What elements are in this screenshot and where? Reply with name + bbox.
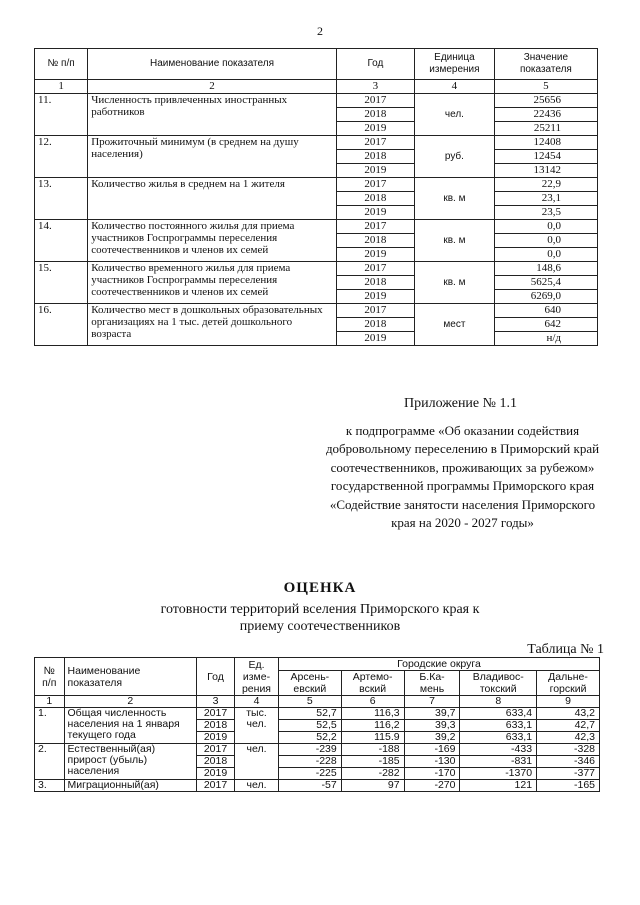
indicator-name: Миграционный(ая) bbox=[64, 780, 197, 792]
year-cell: 2019 bbox=[336, 332, 414, 346]
indicator-name: Естественный(ая) прирост (убыль) населения bbox=[64, 744, 197, 780]
indicator-name: Количество жилья в среднем на 1 жителя bbox=[88, 178, 337, 220]
value-cell: 43,2 bbox=[537, 708, 600, 720]
value-cell: -185 bbox=[341, 756, 404, 768]
readiness-table bbox=[34, 657, 600, 792]
year-cell: 2017 bbox=[197, 708, 235, 720]
value-cell: 42,3 bbox=[537, 732, 600, 744]
row-number: 3. bbox=[35, 780, 65, 792]
indicator-name: Количество постоянного жилья для приема участников Госпрограммы переселения соотечественников и членов их семей bbox=[88, 220, 337, 262]
district-header: Арсень-евский bbox=[278, 671, 341, 696]
column-number: 1 bbox=[35, 80, 88, 94]
year-cell: 2017 bbox=[336, 178, 414, 192]
unit-cell: тыс. чел. bbox=[235, 708, 279, 744]
page-subtitle bbox=[0, 601, 640, 635]
column-number: 5 bbox=[278, 696, 341, 708]
unit-cell: кв. м bbox=[415, 220, 495, 262]
value-cell: н/д bbox=[494, 332, 597, 346]
district-header: Артемо-вский bbox=[341, 671, 404, 696]
column-number: 3 bbox=[197, 696, 235, 708]
column-number: 3 bbox=[336, 80, 414, 94]
row-number: 16. bbox=[35, 304, 88, 346]
value-cell: 39,2 bbox=[404, 732, 460, 744]
table-header-row bbox=[35, 658, 600, 671]
column-number: 4 bbox=[415, 80, 495, 94]
indicator-name: Количество мест в дошкольных образовательных организациях на 1 тыс. детей дошкольного возраста bbox=[88, 304, 337, 346]
indicator-name: Общая численность населения на 1 января текущего года bbox=[64, 708, 197, 744]
year-cell: 2018 bbox=[336, 276, 414, 290]
unit-cell: чел. bbox=[415, 94, 495, 136]
value-cell: -282 bbox=[341, 768, 404, 780]
column-number: 9 bbox=[537, 696, 600, 708]
row-number: 2. bbox=[35, 744, 65, 780]
row-number: 13. bbox=[35, 178, 88, 220]
indicator-name: Численность привлеченных иностранных работников bbox=[88, 94, 337, 136]
year-cell: 2017 bbox=[336, 94, 414, 108]
value-cell: 115.9 bbox=[341, 732, 404, 744]
year-cell: 2018 bbox=[336, 192, 414, 206]
unit-cell: мест bbox=[415, 304, 495, 346]
column-number: 2 bbox=[64, 696, 197, 708]
year-cell: 2017 bbox=[336, 220, 414, 234]
district-header: Дальне-горский bbox=[537, 671, 600, 696]
column-number-row bbox=[35, 696, 600, 708]
annex-title: Приложение № 1.1 bbox=[404, 396, 517, 411]
year-cell: 2019 bbox=[197, 768, 235, 780]
table-header-row bbox=[35, 49, 598, 80]
table-row bbox=[35, 708, 600, 720]
value-cell: 0,0 bbox=[494, 234, 597, 248]
table-row bbox=[35, 136, 598, 150]
value-cell: -170 bbox=[404, 768, 460, 780]
subtitle-text: готовности территорий вселения Приморского края к приему соотечественников bbox=[160, 602, 480, 634]
value-cell: 116,3 bbox=[341, 708, 404, 720]
indicator-name: Количество временного жилья для приема участников Госпрограммы переселения соотечественников и членов их семей bbox=[88, 262, 337, 304]
value-cell: 25211 bbox=[494, 122, 597, 136]
value-cell: 42,7 bbox=[537, 720, 600, 732]
row-number: 15. bbox=[35, 262, 88, 304]
value-cell: 633,1 bbox=[460, 732, 537, 744]
column-number: 8 bbox=[460, 696, 537, 708]
value-cell: 39,3 bbox=[404, 720, 460, 732]
value-cell: -831 bbox=[460, 756, 537, 768]
value-cell: 22,9 bbox=[494, 178, 597, 192]
column-number: 5 bbox=[494, 80, 597, 94]
value-cell: 6269,0 bbox=[494, 290, 597, 304]
row-number: 1. bbox=[35, 708, 65, 744]
table-label: Таблица № 1 bbox=[527, 642, 604, 657]
table-row bbox=[35, 178, 598, 192]
page-number: 2 bbox=[317, 24, 323, 38]
unit-cell: руб. bbox=[415, 136, 495, 178]
year-cell: 2019 bbox=[336, 248, 414, 262]
value-cell: -270 bbox=[404, 780, 460, 792]
value-cell: -239 bbox=[278, 744, 341, 756]
header-no: № п/п bbox=[35, 658, 65, 696]
column-number: 2 bbox=[88, 80, 337, 94]
table-row bbox=[35, 220, 598, 234]
row-number: 14. bbox=[35, 220, 88, 262]
header-group: Городские округа bbox=[278, 658, 599, 671]
column-number: 6 bbox=[341, 696, 404, 708]
value-cell: 0,0 bbox=[494, 220, 597, 234]
unit-cell: чел. bbox=[235, 744, 279, 780]
value-cell: 12454 bbox=[494, 150, 597, 164]
year-cell: 2018 bbox=[336, 108, 414, 122]
header-cell: Единица измерения bbox=[415, 49, 495, 80]
value-cell: 97 bbox=[341, 780, 404, 792]
value-cell: 23,5 bbox=[494, 206, 597, 220]
value-cell: 116,2 bbox=[341, 720, 404, 732]
column-number: 1 bbox=[35, 696, 65, 708]
page-title: ОЦЕНКА bbox=[283, 580, 357, 596]
header-name: Наименование показателя bbox=[64, 658, 197, 696]
value-cell: 148,6 bbox=[494, 262, 597, 276]
district-header: Владивос-токский bbox=[460, 671, 537, 696]
value-cell: -346 bbox=[537, 756, 600, 768]
value-cell: 121 bbox=[460, 780, 537, 792]
year-cell: 2017 bbox=[336, 262, 414, 276]
unit-cell: кв. м bbox=[415, 262, 495, 304]
value-cell: 23,1 bbox=[494, 192, 597, 206]
header-year: Год bbox=[197, 658, 235, 696]
value-cell: -225 bbox=[278, 768, 341, 780]
indicator-name: Прожиточный минимум (в среднем на душу населения) bbox=[88, 136, 337, 178]
year-cell: 2019 bbox=[336, 122, 414, 136]
table-row bbox=[35, 744, 600, 756]
value-cell: -377 bbox=[537, 768, 600, 780]
year-cell: 2018 bbox=[197, 756, 235, 768]
year-cell: 2017 bbox=[336, 304, 414, 318]
value-cell: 633,1 bbox=[460, 720, 537, 732]
value-cell: -165 bbox=[537, 780, 600, 792]
value-cell: -1370 bbox=[460, 768, 537, 780]
value-cell: -130 bbox=[404, 756, 460, 768]
table-row bbox=[35, 780, 600, 792]
year-cell: 2018 bbox=[336, 318, 414, 332]
year-cell: 2017 bbox=[197, 744, 235, 756]
header-cell: № п/п bbox=[35, 49, 88, 80]
value-cell: -228 bbox=[278, 756, 341, 768]
value-cell: -188 bbox=[341, 744, 404, 756]
row-number: 12. bbox=[35, 136, 88, 178]
annex-body: к подпрограмме «Об оказании содействия добровольному переселению в Приморский край соотечественников, проживающих за рубежом» государственной программы Приморского края «Содействие занятости населения Приморского края на 2020 - 2027 годы» bbox=[325, 423, 600, 531]
year-cell: 2018 bbox=[197, 720, 235, 732]
value-cell: -57 bbox=[278, 780, 341, 792]
year-cell: 2019 bbox=[336, 164, 414, 178]
header-cell: Год bbox=[336, 49, 414, 80]
district-header: Б.Ка-мень bbox=[404, 671, 460, 696]
value-cell: 12408 bbox=[494, 136, 597, 150]
value-cell: 633,4 bbox=[460, 708, 537, 720]
value-cell: 642 bbox=[494, 318, 597, 332]
value-cell: 52,5 bbox=[278, 720, 341, 732]
value-cell: -169 bbox=[404, 744, 460, 756]
value-cell: 0,0 bbox=[494, 248, 597, 262]
unit-cell: чел. bbox=[235, 780, 279, 792]
value-cell: -328 bbox=[537, 744, 600, 756]
year-cell: 2017 bbox=[336, 136, 414, 150]
value-cell: 25656 bbox=[494, 94, 597, 108]
value-cell: 39,7 bbox=[404, 708, 460, 720]
table-row bbox=[35, 262, 598, 276]
year-cell: 2017 bbox=[197, 780, 235, 792]
value-cell: 640 bbox=[494, 304, 597, 318]
column-number: 4 bbox=[235, 696, 279, 708]
value-cell: 5625,4 bbox=[494, 276, 597, 290]
year-cell: 2019 bbox=[197, 732, 235, 744]
value-cell: 52,7 bbox=[278, 708, 341, 720]
row-number: 11. bbox=[35, 94, 88, 136]
year-cell: 2018 bbox=[336, 234, 414, 248]
year-cell: 2018 bbox=[336, 150, 414, 164]
header-cell: Наименование показателя bbox=[88, 49, 337, 80]
value-cell: 22436 bbox=[494, 108, 597, 122]
value-cell: 52,2 bbox=[278, 732, 341, 744]
indicators-table bbox=[34, 48, 598, 346]
year-cell: 2019 bbox=[336, 290, 414, 304]
value-cell: 13142 bbox=[494, 164, 597, 178]
value-cell: -433 bbox=[460, 744, 537, 756]
unit-cell: кв. м bbox=[415, 178, 495, 220]
column-number: 7 bbox=[404, 696, 460, 708]
column-number-row bbox=[35, 80, 598, 94]
table-row bbox=[35, 304, 598, 318]
header-unit: Ед. изме-рения bbox=[235, 658, 279, 696]
table-row bbox=[35, 94, 598, 108]
year-cell: 2019 bbox=[336, 206, 414, 220]
header-cell: Значение показателя bbox=[494, 49, 597, 80]
